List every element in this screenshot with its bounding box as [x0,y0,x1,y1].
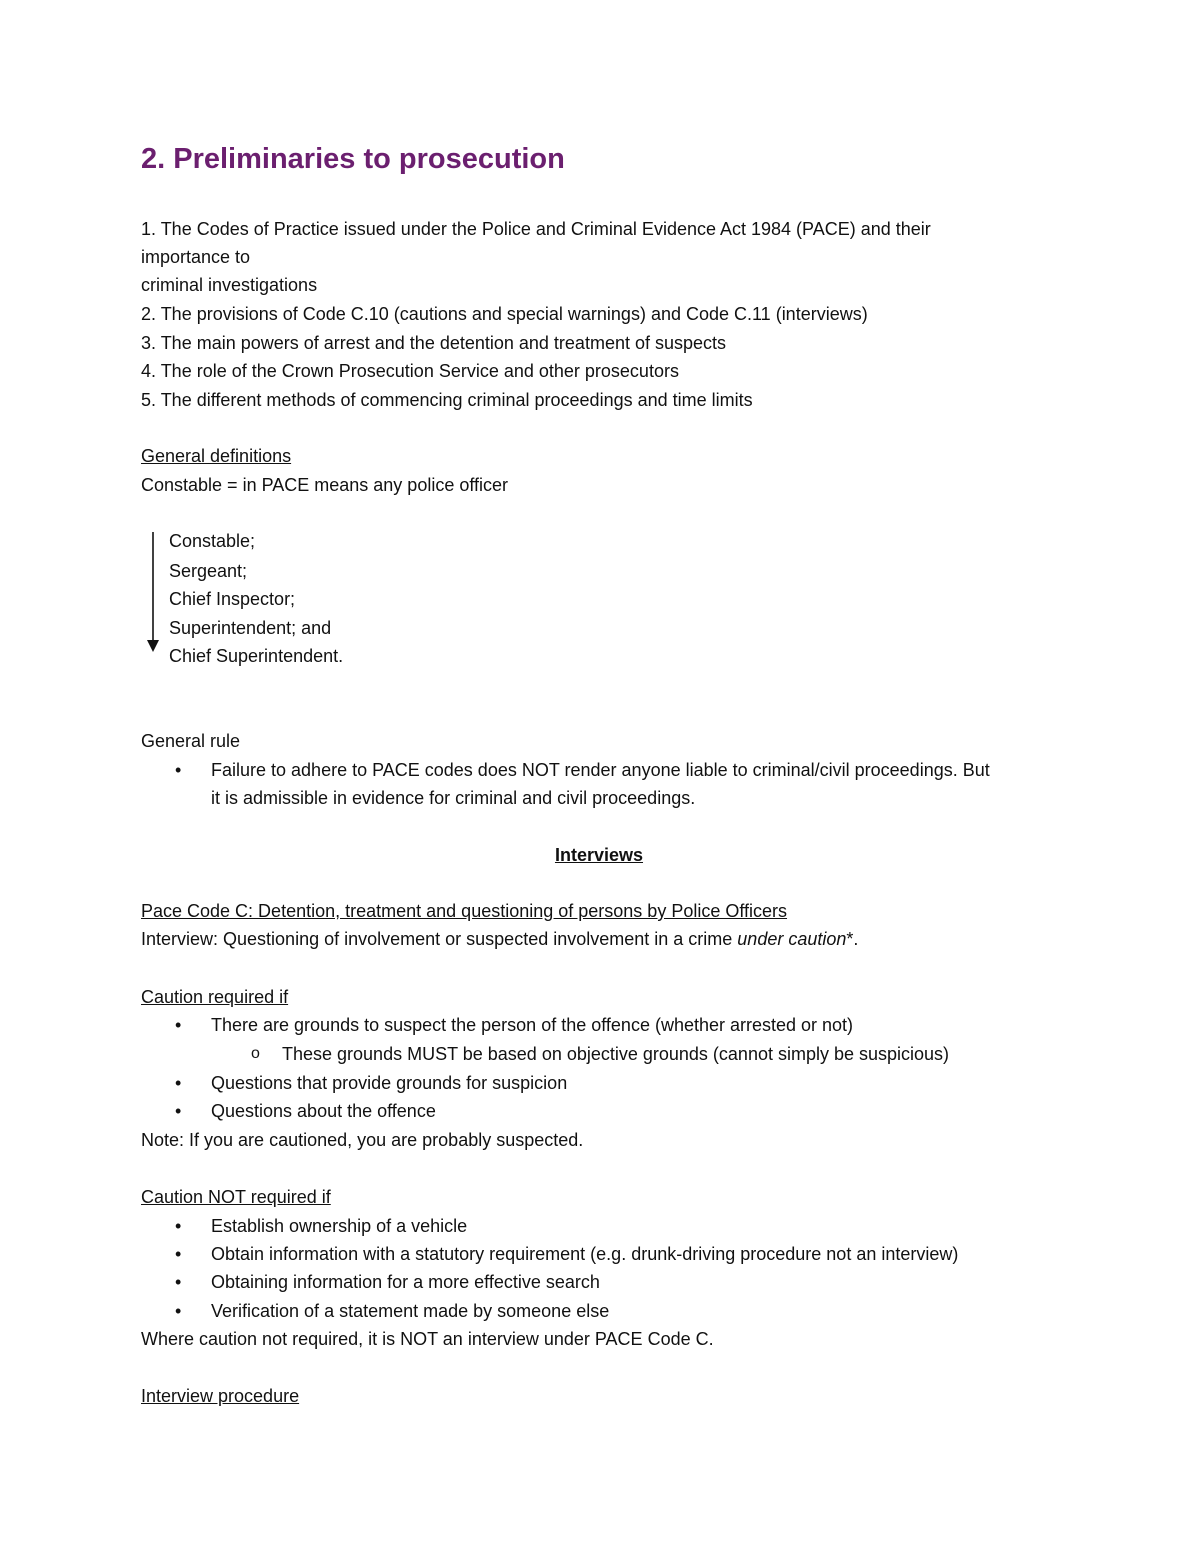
interview-definition-italic: under caution [737,929,847,949]
page-title: 2. Preliminaries to prosecution [141,143,565,175]
caution-not-required-item-3: Obtaining information for a more effective search [211,1272,600,1292]
caution-not-required-item-1: Establish ownership of a vehicle [211,1216,468,1236]
bullet-icon: • [175,1015,182,1035]
constable-definition: Constable = in PACE means any police officer [141,475,509,495]
rank-superintendent: Superintendent; and [169,618,332,638]
rank-chief-inspector: Chief Inspector; [169,589,296,609]
caution-not-required-item-4: Verification of a statement made by someone else [211,1301,610,1321]
interview-definition-suffix: *. [846,929,859,949]
objective-4: 4. The role of the Crown Prosecution Service and other prosecutors [141,361,679,381]
caution-required-item-3: Questions about the offence [211,1101,436,1121]
general-definitions-heading: General definitions [141,446,292,466]
interview-procedure-heading: Interview procedure [141,1386,300,1406]
bullet-icon: • [175,1272,182,1292]
general-rule-bullet-line2: it is admissible in evidence for criminal and civil proceedings. [211,788,696,808]
bullet-icon: • [175,1073,182,1093]
objective-2: 2. The provisions of Code C.10 (cautions and special warnings) and Code C.11 (interviews) [141,304,868,324]
caution-required-note: Note: If you are cautioned, you are probably suspected. [141,1130,584,1150]
interview-definition-prefix: Interview: Questioning of involvement or suspected involvement in a crime [141,929,738,949]
general-rule-heading: General rule [141,731,241,751]
sub-bullet-icon: o [251,1045,260,1062]
caution-not-required-note: Where caution not required, it is NOT an interview under PACE Code C. [141,1329,714,1349]
caution-required-heading: Caution required if [141,987,289,1007]
bullet-icon: • [175,1101,182,1121]
interview-definition [141,925,858,953]
caution-not-required-heading: Caution NOT required if [141,1187,331,1207]
bullet-icon: • [175,760,182,780]
objective-1a: 1. The Codes of Practice issued under the Police and Criminal Evidence Act 1984 (PACE) and their [141,219,931,239]
down-arrow-icon [147,532,159,654]
caution-required-item-1: There are grounds to suspect the person of the offence (whether arrested or not) [211,1015,854,1035]
caution-required-sub-item: These grounds MUST be based on objective grounds (cannot simply be suspicious) [282,1044,950,1064]
objective-1c: criminal investigations [141,275,318,295]
pace-code-c-heading: Pace Code C: Detention, treatment and questioning of persons by Police Officers [141,901,788,921]
bullet-icon: • [175,1301,182,1321]
bullet-icon: • [175,1244,182,1264]
general-rule-bullet-line1: Failure to adhere to PACE codes does NOT render anyone liable to criminal/civil proceedings. But [211,760,990,780]
objective-3: 3. The main powers of arrest and the detention and treatment of suspects [141,333,727,353]
caution-required-item-2: Questions that provide grounds for suspicion [211,1073,568,1093]
bullet-icon: • [175,1216,182,1236]
objective-1b: importance to [141,247,251,267]
rank-sergeant: Sergeant; [169,561,248,581]
interviews-heading: Interviews [554,845,644,865]
caution-not-required-item-2: Obtain information with a statutory requirement (e.g. drunk-driving procedure not an interview) [211,1244,959,1264]
rank-chief-superintendent: Chief Superintendent. [169,646,344,666]
objective-5: 5. The different methods of commencing criminal proceedings and time limits [141,390,753,410]
rank-constable: Constable; [169,531,256,551]
